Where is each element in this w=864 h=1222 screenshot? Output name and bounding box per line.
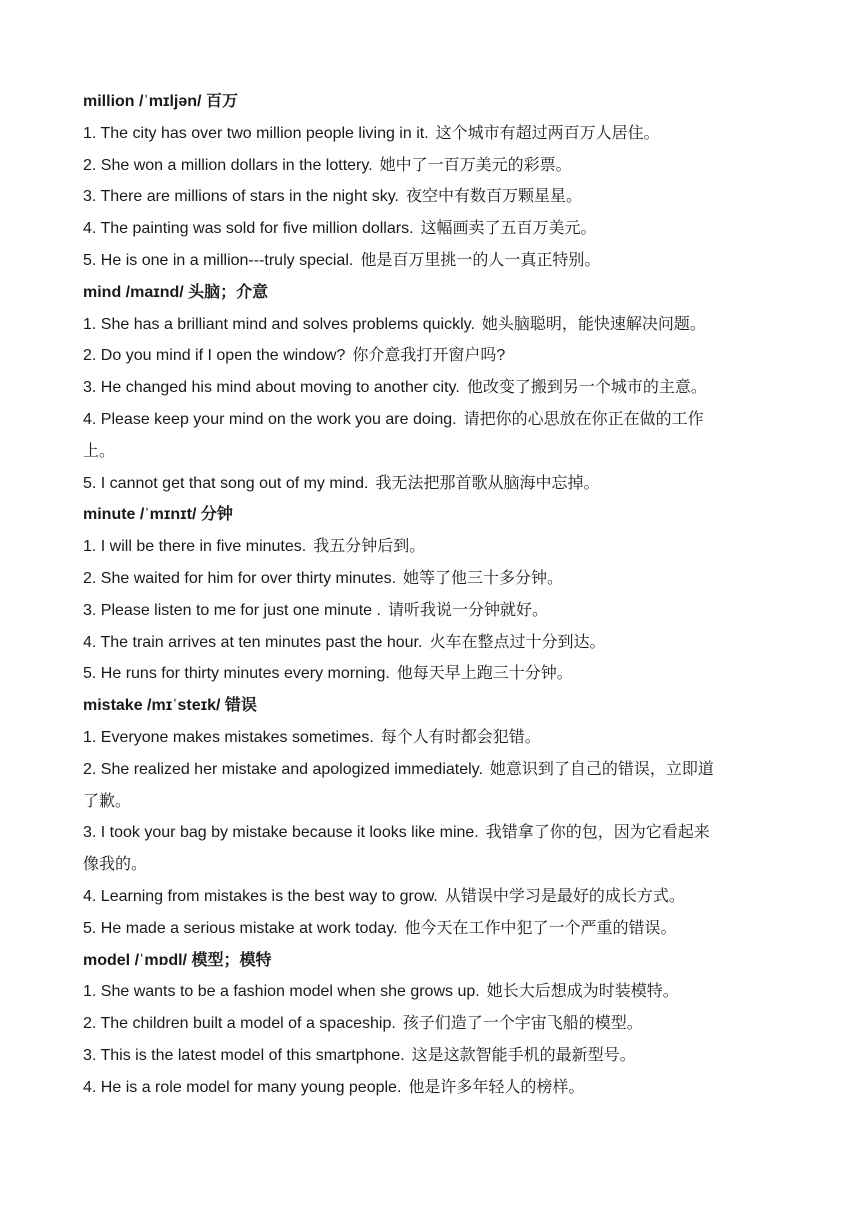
sentence-cn: 请听我说一分钟就好。 (387, 601, 548, 619)
example-sentence (83, 658, 783, 690)
entry-heading: mind /maɪnd/ 头脑；介意 (83, 283, 269, 301)
sentence-continuation: 像我的。 (83, 856, 148, 874)
sentence-cn: 我错拿了你的包，因为它看起来 (485, 824, 710, 842)
sentence-cn: 每个人有时都会犯错。 (380, 728, 541, 746)
sentence-en: 2. The children built a model of a spaceship. (83, 1015, 396, 1033)
sentence-en: 3. I took your bag by mistake because it looks like mine. (83, 824, 479, 842)
sentence-continuation: 了歉。 (83, 792, 132, 810)
example-sentence (83, 913, 783, 945)
entry-million (83, 86, 783, 277)
example-sentence (83, 595, 783, 627)
sentence-cn: 她中了一百万美元的彩票。 (379, 156, 572, 174)
example-sentence (83, 150, 783, 182)
vocabulary-page (83, 86, 783, 1104)
sentence-en: 1. Everyone makes mistakes sometimes. (83, 728, 374, 746)
sentence-en: 2. She won a million dollars in the lottery. (83, 156, 373, 174)
sentence-cn: 这是这款智能手机的最新型号。 (411, 1046, 636, 1064)
sentence-cn: 他是许多年轻人的榜样。 (408, 1078, 585, 1096)
example-sentence (83, 563, 783, 595)
sentence-cn: 她长大后想成为时装模特。 (486, 983, 679, 1001)
example-sentence (83, 213, 783, 245)
sentence-en: 4. Please keep your mind on the work you are doing. (83, 410, 457, 428)
sentence-en: 2. She realized her mistake and apologized immediately. (83, 760, 483, 778)
entry-heading: minute /ˈmɪnɪt/ 分钟 (83, 506, 233, 524)
sentence-cn: 请把你的心思放在你正在做的工作 (463, 410, 704, 428)
entry-mind (83, 277, 783, 500)
example-sentence (83, 372, 783, 404)
sentence-cn: 他是百万里挑一的人一真正特别。 (360, 251, 601, 269)
sentence-cn: 孩子们造了一个宇宙飞船的模型。 (402, 1015, 643, 1033)
example-sentence (83, 468, 783, 500)
sentence-cn: 我五分钟后到。 (313, 538, 426, 556)
sentence-cn: 火车在整点过十分到达。 (429, 633, 606, 651)
sentence-cn: 我无法把那首歌从脑海中忘掉。 (375, 474, 600, 492)
sentence-cn: 夜空中有数百万颗星星。 (406, 188, 583, 206)
sentence-en: 3. He changed his mind about moving to another city. (83, 379, 460, 397)
entry-minute (83, 499, 783, 690)
example-sentence (83, 245, 783, 277)
example-sentence (83, 722, 783, 754)
sentence-en: 1. I will be there in five minutes. (83, 538, 307, 556)
entry-model (83, 945, 783, 1104)
sentence-cn: 她等了他三十多分钟。 (403, 569, 564, 587)
example-sentence (83, 817, 783, 849)
example-sentence (83, 118, 783, 150)
example-sentence (83, 976, 783, 1008)
sentence-cn: 他今天在工作中犯了一个严重的错误。 (404, 919, 677, 937)
sentence-cn: 这个城市有超过两百万人居住。 (435, 124, 660, 142)
example-sentence (83, 404, 783, 436)
sentence-cn: 从错误中学习是最好的成长方式。 (444, 887, 685, 905)
sentence-cn: 你介意我打开窗户吗? (352, 347, 506, 365)
example-sentence (83, 627, 783, 659)
entry-heading: mistake /mɪˈsteɪk/ 错误 (83, 697, 257, 715)
sentence-continuation: 上。 (83, 442, 116, 460)
sentence-en: 5. He is one in a million---truly special. (83, 251, 354, 269)
sentence-en: 4. Learning from mistakes is the best way to grow. (83, 887, 438, 905)
sentence-cn: 她意识到了自己的错误，立即道 (489, 760, 714, 778)
sentence-en: 4. He is a role model for many young people. (83, 1078, 402, 1096)
entry-heading: million /ˈmɪljən/ 百万 (83, 93, 238, 110)
sentence-en: 4. The painting was sold for five million dollars. (83, 220, 414, 238)
sentence-en: 3. Please listen to me for just one minute . (83, 601, 381, 619)
sentence-cn: 这幅画卖了五百万美元。 (420, 220, 597, 238)
example-sentence (83, 754, 783, 786)
sentence-cn: 他每天早上跑三十分钟。 (396, 665, 573, 683)
sentence-en: 1. The city has over two million people living in it. (83, 124, 429, 142)
sentence-cn: 他改变了搬到另一个城市的主意。 (466, 379, 707, 397)
example-sentence (83, 1040, 783, 1072)
sentence-en: 4. The train arrives at ten minutes past the hour. (83, 633, 423, 651)
example-sentence (83, 340, 783, 372)
sentence-en: 5. He runs for thirty minutes every morning. (83, 665, 390, 683)
sentence-en: 3. There are millions of stars in the night sky. (83, 188, 399, 206)
sentence-en: 2. She waited for him for over thirty minutes. (83, 569, 397, 587)
example-sentence (83, 1008, 783, 1040)
example-sentence (83, 309, 783, 341)
sentence-en: 3. This is the latest model of this smartphone. (83, 1046, 405, 1064)
entry-mistake (83, 690, 783, 944)
sentence-en: 2. Do you mind if I open the window? (83, 347, 346, 365)
sentence-en: 1. She wants to be a fashion model when she grows up. (83, 983, 480, 1001)
example-sentence (83, 181, 783, 213)
sentence-en: 5. He made a serious mistake at work today. (83, 919, 398, 937)
example-sentence (83, 1072, 783, 1104)
sentence-cn: 她头脑聪明，能快速解决问题。 (481, 315, 706, 333)
sentence-en: 5. I cannot get that song out of my mind. (83, 474, 369, 492)
example-sentence (83, 881, 783, 913)
example-sentence (83, 531, 783, 563)
entry-heading: model /ˈmɒdl/ 模型；模特 (83, 951, 272, 969)
sentence-en: 1. She has a brilliant mind and solves problems quickly. (83, 315, 475, 333)
